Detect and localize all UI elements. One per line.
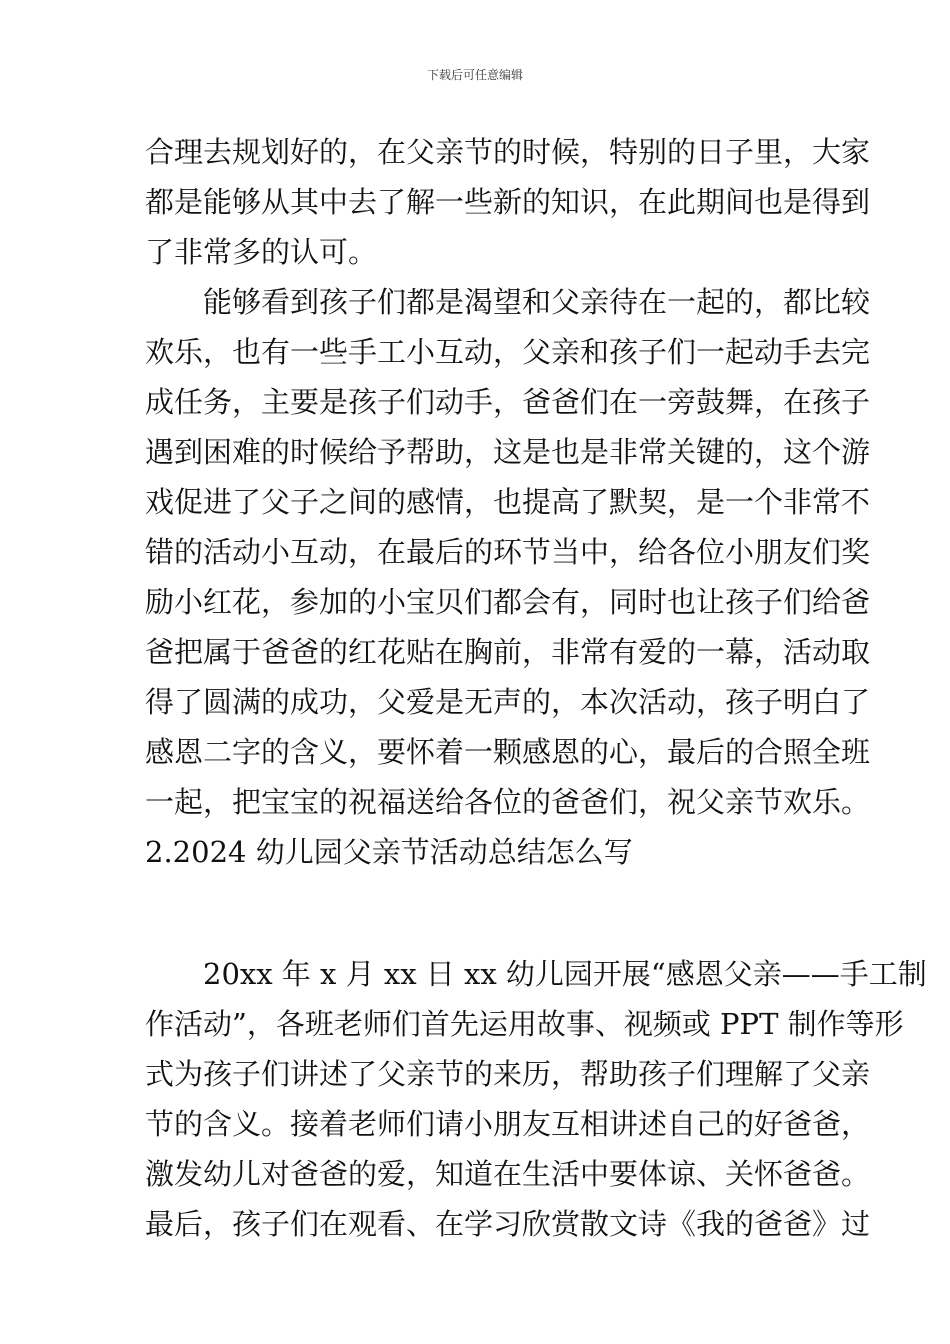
paragraph-line: 激发幼儿对爸爸的爱，知道在生活中要体谅、关怀爸爸。 bbox=[145, 1157, 871, 1191]
paragraph-line: 成任务，主要是孩子们动手，爸爸们在一旁鼓舞，在孩子 bbox=[145, 385, 871, 419]
paragraph-line: 都是能够从其中去了解一些新的知识，在此期间也是得到 bbox=[145, 185, 871, 219]
paragraph-line: 合理去规划好的，在父亲节的时候，特别的日子里，大家 bbox=[145, 135, 871, 169]
page-header-note: 下载后可任意编辑 bbox=[426, 68, 523, 82]
paragraph-line: 式为孩子们讲述了父亲节的来历，帮助孩子们理解了父亲 bbox=[145, 1057, 871, 1091]
paragraph-line: 了非常多的认可。 bbox=[145, 235, 378, 269]
section-heading: 2.2024 幼儿园父亲节活动总结怎么写 bbox=[145, 835, 633, 869]
paragraph-line: 戏促进了父子之间的感情，也提高了默契，是一个非常不 bbox=[145, 485, 871, 519]
paragraph-line: 节的含义。接着老师们请小朋友互相讲述自己的好爸爸， bbox=[145, 1107, 871, 1141]
paragraph-line: 感恩二字的含义，要怀着一颗感恩的心，最后的合照全班 bbox=[145, 735, 871, 769]
paragraph-line: 作活动”，各班老师们首先运用故事、视频或 PPT 制作等形 bbox=[145, 1007, 904, 1041]
paragraph-line: 爸把属于爸爸的红花贴在胸前，非常有爱的一幕，活动取 bbox=[145, 635, 871, 669]
paragraph-line: 欢乐，也有一些手工小互动，父亲和孩子们一起动手去完 bbox=[145, 335, 871, 369]
paragraph-1 bbox=[145, 127, 871, 277]
paragraph-2 bbox=[145, 277, 871, 827]
paragraph-line: 20xx 年 x 月 xx 日 xx 幼儿园开展“感恩父亲——手工制 bbox=[203, 957, 927, 991]
document-body bbox=[145, 127, 927, 1249]
paragraph-line: 励小红花，参加的小宝贝们都会有，同时也让孩子们给爸 bbox=[145, 585, 871, 619]
paragraph-line: 一起，把宝宝的祝福送给各位的爸爸们，祝父亲节欢乐。 bbox=[145, 785, 871, 819]
paragraph-3 bbox=[145, 949, 927, 1249]
paragraph-line: 遇到困难的时候给予帮助，这是也是非常关键的，这个游 bbox=[145, 435, 871, 469]
section-spacer bbox=[145, 877, 810, 949]
paragraph-line: 得了圆满的成功，父爱是无声的，本次活动，孩子明白了 bbox=[145, 685, 871, 719]
paragraph-line: 能够看到孩子们都是渴望和父亲待在一起的，都比较 bbox=[203, 285, 871, 319]
paragraph-line: 错的活动小互动，在最后的环节当中，给各位小朋友们奖 bbox=[145, 535, 871, 569]
paragraph-line: 最后，孩子们在观看、在学习欣赏散文诗《我的爸爸》过 bbox=[145, 1207, 871, 1241]
